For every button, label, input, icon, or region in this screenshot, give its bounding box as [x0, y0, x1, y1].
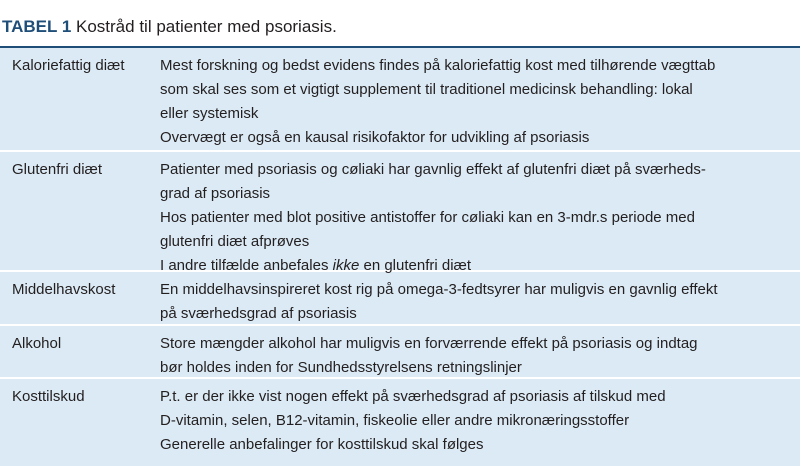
row-content — [160, 278, 800, 324]
row-label: Glutenfri diæt — [12, 161, 103, 178]
table-caption — [0, 0, 800, 46]
row-label: Middelhavskost — [12, 281, 116, 298]
diet-advice-table — [0, 46, 800, 466]
table-row-kaloriefattig — [0, 48, 800, 150]
table-row-middelhavskost — [0, 270, 800, 324]
content-line: Store mængder alkohol har muligvis en forværrende effekt på psoriasis og indtag — [160, 335, 698, 352]
content-line: grad af psoriasis — [160, 185, 271, 202]
content-line: bør holdes inden for Sundhedsstyrelsens retningslinjer — [160, 359, 522, 376]
content-line: glutenfri diæt afprøves — [160, 233, 310, 250]
content-line: P.t. er der ikke vist nogen effekt på sværhedsgrad af psoriasis af tilskud med — [160, 388, 666, 405]
row-content — [160, 54, 800, 150]
row-label: Kosttilskud — [12, 388, 85, 405]
content-line: D-vitamin, selen, B12-vitamin, fiskeolie eller andre mikronæringsstoffer — [160, 412, 630, 429]
content-line: Overvægt er også en kausal risikofaktor for udvikling af psoriasis — [160, 129, 590, 146]
content-line: som skal ses som et vigtigt supplement til traditionel medicinsk behandling: lokal — [160, 81, 693, 98]
content-line-emphasis — [160, 254, 800, 278]
content-line: eller systemisk — [160, 105, 259, 122]
content-text: en glutenfri diæt — [359, 257, 472, 274]
content-text: I andre tilfælde anbefales — [160, 257, 333, 274]
emphasis-text: ikke — [332, 257, 360, 274]
table-row-glutenfri — [0, 150, 800, 274]
table-caption-text: Kostråd til patienter med psoriasis. — [71, 17, 337, 36]
row-label: Kaloriefattig diæt — [12, 57, 125, 74]
row-label: Alkohol — [12, 335, 62, 352]
row-content — [160, 332, 800, 377]
row-content — [160, 385, 800, 464]
content-line: Generelle anbefalinger for kosttilskud skal følges — [160, 436, 484, 453]
content-line: Mest forskning og bedst evidens findes på kaloriefattig kost med tilhørende vægttab — [160, 57, 716, 74]
table-row-kosttilskud — [0, 377, 800, 464]
table-caption-label: TABEL 1 — [2, 17, 72, 36]
content-line: på sværhedsgrad af psoriasis — [160, 305, 357, 322]
content-line: En middelhavsinspireret kost rig på omega-3-fedtsyrer har muligvis en gavnlig effekt — [160, 281, 718, 298]
table-row-alkohol — [0, 324, 800, 377]
content-line: Patienter med psoriasis og cøliaki har gavnlig effekt af glutenfri diæt på sværheds- — [160, 161, 706, 178]
row-content — [160, 158, 800, 274]
content-line: Hos patienter med blot positive antistoffer for cøliaki kan en 3-mdr.s periode med — [160, 209, 695, 226]
